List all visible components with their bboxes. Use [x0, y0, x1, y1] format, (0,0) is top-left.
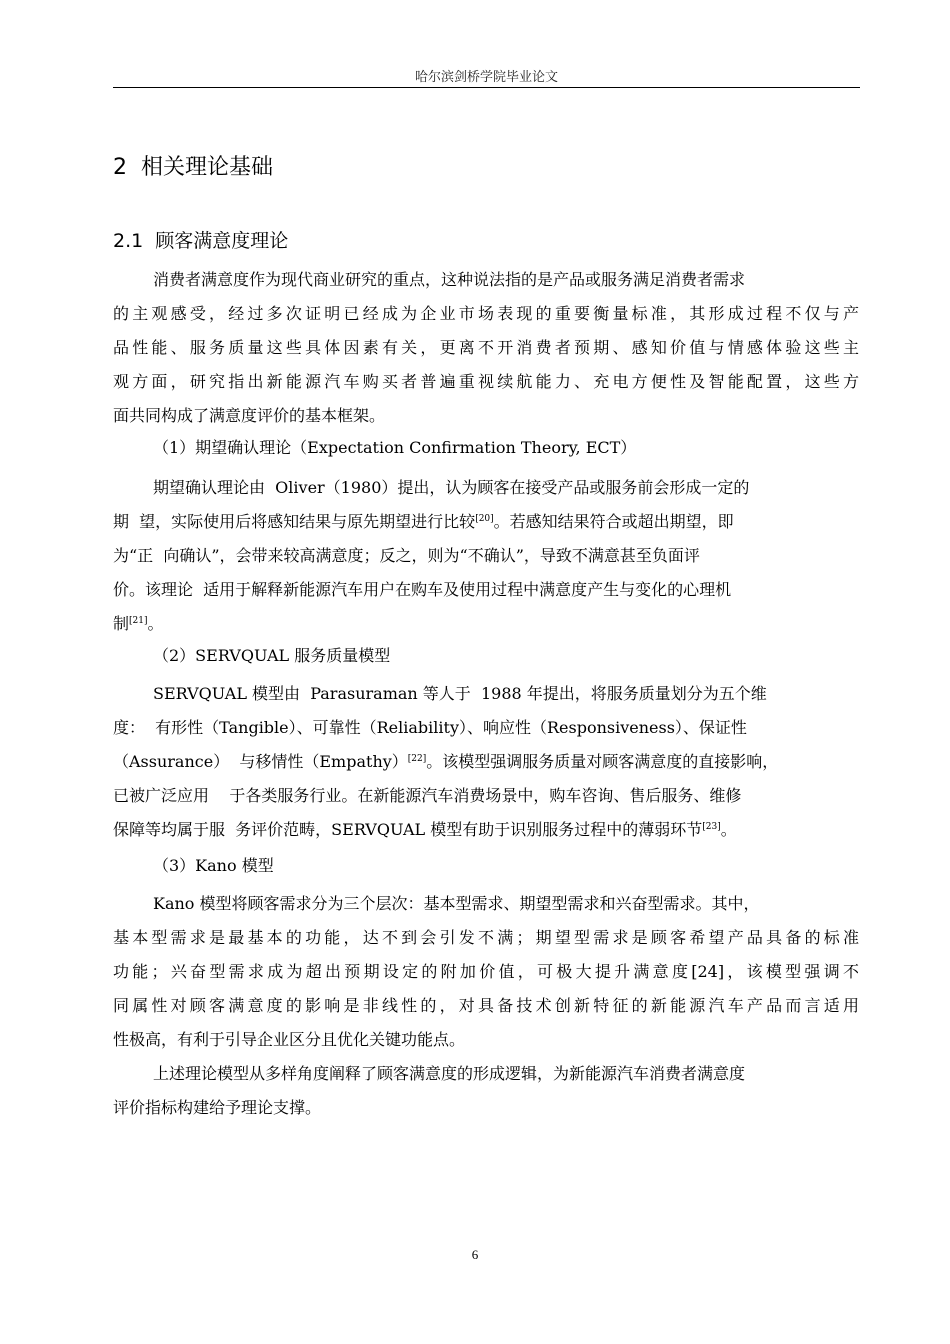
chapter-heading: 2 相关理论基础 [113, 155, 273, 180]
subsection-title-servqual: （2）SERVQUAL 服务质量模型 [153, 646, 391, 665]
paragraph-line: 价。该理论 适用于解释新能源汽车用户在购车及使用过程中满意度产生与变化的心理机 [113, 580, 732, 599]
citation: [22] [407, 754, 427, 764]
paragraph-line: 性极高，有利于引导企业区分且优化关键功能点。 [113, 1030, 466, 1049]
paragraph-line: 为“正 向确认”，会带来较高满意度；反之，则为“不确认”，导致不满意甚至负面评 [113, 546, 700, 565]
paragraph-line: 已被广泛应用 于各类服务行业。在新能源汽车消费场景中，购车咨询、售后服务、维修 [113, 786, 742, 805]
subsection-title-ect: （1）期望确认理论（Expectation Confirmation Theory, ECT） [153, 438, 637, 457]
running-header: 哈尔滨剑桥学院毕业论文 [414, 70, 558, 85]
paragraph-line: 面共同构成了满意度评价的基本框架。 [113, 406, 386, 425]
page-number: 6 [471, 1247, 479, 1262]
paragraph-line: 品性能、服务质量这些具体因素有关，更离不开消费者预期、感知价值与情感体验这些主 [113, 338, 859, 357]
paragraph-line: 同属性对顾客满意度的影响是非线性的，对具备技术创新特征的新能源汽车产品而言适用 [113, 996, 859, 1015]
paragraph-line: 制[21]。 [113, 614, 164, 633]
paragraph-line: 的主观感受，经过多次证明已经成为企业市场表现的重要衡量标准，其形成过程不仅与产 [113, 304, 859, 323]
paragraph-line: 评价指标构建给予理论支撑。 [113, 1098, 322, 1117]
citation: [21] [129, 616, 148, 626]
paragraph-line: Kano 模型将顾客需求分为三个层次：基本型需求、期望型需求和兴奋型需求。其中， [153, 894, 760, 913]
citation: [23] [702, 822, 721, 832]
section-heading: 2.1 顾客满意度理论 [113, 230, 289, 252]
paragraph-line: 期望确认理论由 Oliver（1980）提出，认为顾客在接受产品或服务前会形成一定的 [153, 478, 750, 497]
paragraph-line: 度： 有形性（Tangible）、可靠性（Reliability）、响应性（Responsiveness）、保证性 [113, 718, 747, 737]
subsection-title-kano: （3）Kano 模型 [153, 856, 274, 875]
paragraph-line: 基本型需求是最基本的功能，达不到会引发不满；期望型需求是顾客希望产品具备的标准 [113, 928, 859, 947]
paragraph-line: SERVQUAL 模型由 Parasuraman 等人于 1988 年提出，将服务质量划分为五个维 [153, 684, 767, 703]
paragraph-line: 保障等均属于服 务评价范畴，SERVQUAL 模型有助于识别服务过程中的薄弱环节[23]。 [113, 820, 737, 839]
paragraph-line: （Assurance） 与移情性（Empathy）[22]。该模型强调服务质量对顾客满意度的直接影响， [113, 752, 779, 771]
paragraph-line: 期 望，实际使用后将感知结果与原先期望进行比较[20]。若感知结果符合或超出期望，即 [113, 512, 734, 531]
paragraph-line: 消费者满意度作为现代商业研究的重点，这种说法指的是产品或服务满足消费者需求 [153, 270, 746, 289]
paragraph-line: 功能；兴奋型需求成为超出预期设定的附加价值，可极大提升满意度[24]，该模型强调不 [113, 962, 859, 981]
paragraph-line: 观方面，研究指出新能源汽车购买者普遍重视续航能力、充电方便性及智能配置，这些方 [113, 372, 859, 391]
citation: [20] [475, 514, 494, 524]
header-rule [113, 87, 860, 88]
paragraph-line: 上述理论模型从多样角度阐释了顾客满意度的形成逻辑，为新能源汽车消费者满意度 [153, 1064, 746, 1083]
